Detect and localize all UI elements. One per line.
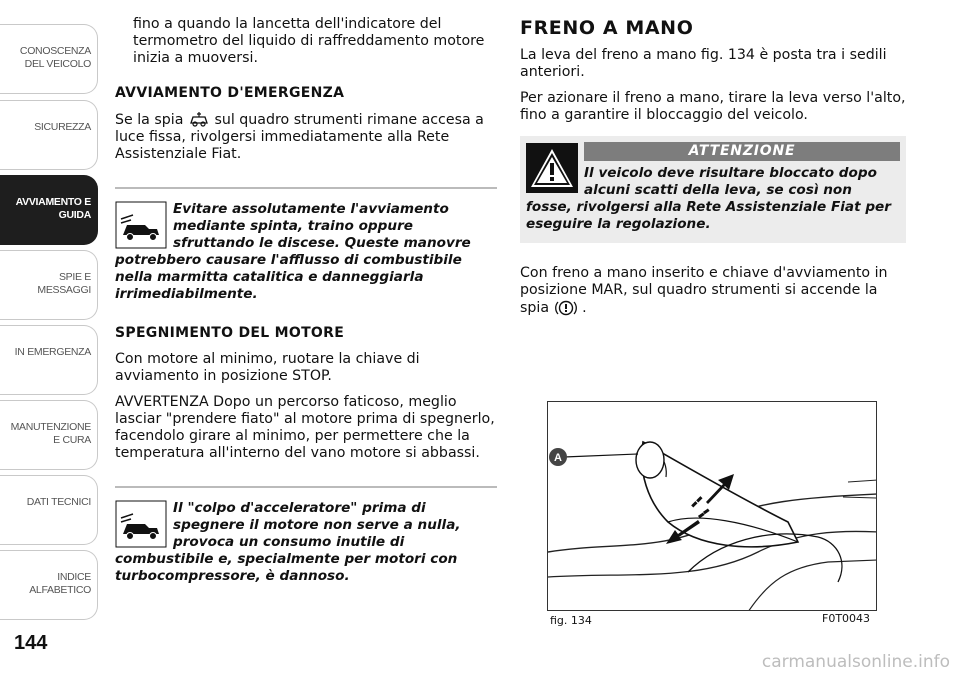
chapter-sidebar bbox=[0, 0, 102, 678]
handbrake-paragraph-2: Per azionare il freno a mano, tirare la leva verso l'alto, fino a garantire il bloccaggio del veicolo. bbox=[520, 90, 906, 123]
emergency-text-start: Se la spia bbox=[115, 112, 184, 128]
handbrake-drawing bbox=[548, 402, 877, 611]
section-divider bbox=[115, 486, 497, 488]
emergency-start-heading: AVVIAMENTO D'EMERGENZA bbox=[115, 85, 345, 101]
attention-box bbox=[520, 136, 906, 243]
handbrake-heading: FRENO A MANO bbox=[520, 17, 694, 39]
tab-in-emergenza[interactable]: IN EMERGENZA bbox=[0, 325, 98, 395]
tab-avviamento-e-guida[interactable]: AVVIAMENTO E GUIDA bbox=[0, 175, 98, 245]
handbrake-warning-light-icon bbox=[554, 299, 578, 317]
watermark: carmanualsonline.info bbox=[761, 652, 950, 672]
figure-caption: fig. 134 bbox=[550, 614, 592, 627]
right-column bbox=[520, 17, 906, 326]
immobilizer-key-icon bbox=[188, 111, 210, 129]
warning-triangle-icon bbox=[526, 143, 578, 193]
tab-indice-alfabetico[interactable]: INDICE ALFABETICO bbox=[0, 550, 98, 620]
callout-label-a: A bbox=[554, 452, 562, 464]
emergency-text-end: sul quadro strumenti rimane accesa a luce fissa, rivolgersi immediatamente alla Rete Assistenziale Fiat. bbox=[115, 112, 484, 162]
engine-stop-heading: SPEGNIMENTO DEL MOTORE bbox=[115, 325, 345, 341]
attention-body bbox=[526, 165, 900, 233]
push-start-warning-text: Evitare assolutamente l'avviamento mediante spinta, traino oppure sfruttando le discese. Queste manovre potrebbero causare l'afflusso di combustibile nella marmitta catalitica e danneggiarla irrimediabilmente. bbox=[115, 201, 471, 302]
car-warning-icon bbox=[115, 500, 167, 548]
handbrake-paragraph-3 bbox=[520, 265, 906, 317]
tab-spie-e-messaggi[interactable]: SPIE E MESSAGGI bbox=[0, 250, 98, 320]
engine-stop-paragraph: Con motore al minimo, ruotare la chiave di avviamento in posizione STOP. bbox=[115, 351, 420, 384]
handbrake-illustration bbox=[547, 401, 877, 611]
section-divider bbox=[115, 187, 497, 189]
accelerator-warning-text: Il "colpo d'acceleratore" prima di spegnere il motore non serve a nulla, provoca un consumo inutile di combustibile e, specialmente per motori con turbocompressore, è dannoso. bbox=[115, 500, 461, 584]
emergency-start-paragraph bbox=[115, 111, 497, 163]
intro-paragraph: fino a quando la lancetta dell'indicatore del termometro del liquido di raffreddamento motore inizia a muoversi. bbox=[133, 16, 485, 66]
advice-paragraph: AVVERTENZA Dopo un percorso faticoso, meglio lasciar "prendere fiato" al motore prima di spegnerlo, facendolo girare al minimo, per permettere che la temperatura all'interno del vano motore si abbassi. bbox=[115, 394, 495, 461]
handbrake-paragraph-1: La leva del freno a mano fig. 134 è posta tra i sedili anteriori. bbox=[520, 47, 887, 80]
tab-sicurezza[interactable]: SICUREZZA bbox=[0, 100, 98, 170]
handbrake-text-end: . bbox=[582, 300, 587, 316]
attention-title: ATTENZIONE bbox=[584, 142, 900, 161]
left-column bbox=[115, 16, 497, 601]
handbrake-text: Con freno a mano inserito e chiave d'avviamento in posizione MAR, sul quadro strumenti si accende la spia bbox=[520, 265, 888, 316]
figure-code: F0T0043 bbox=[822, 612, 871, 625]
attention-text: Il veicolo deve risultare bloccato dopo alcuni scatti della leva, se così non fosse, rivolgersi alla Rete Assistenziale Fiat per eseguire la regolazione. bbox=[526, 165, 891, 232]
tab-manutenzione-e-cura[interactable]: MANUTENZIONE E CURA bbox=[0, 400, 98, 470]
page-number: 144 bbox=[14, 632, 48, 654]
accelerator-warning bbox=[115, 500, 497, 585]
push-start-warning bbox=[115, 201, 497, 303]
car-tow-warning-icon bbox=[115, 201, 167, 249]
tab-conoscenza-del-veicolo[interactable]: CONOSCENZA DEL VEICOLO bbox=[0, 24, 98, 94]
tab-dati-tecnici[interactable]: DATI TECNICI bbox=[0, 475, 98, 545]
